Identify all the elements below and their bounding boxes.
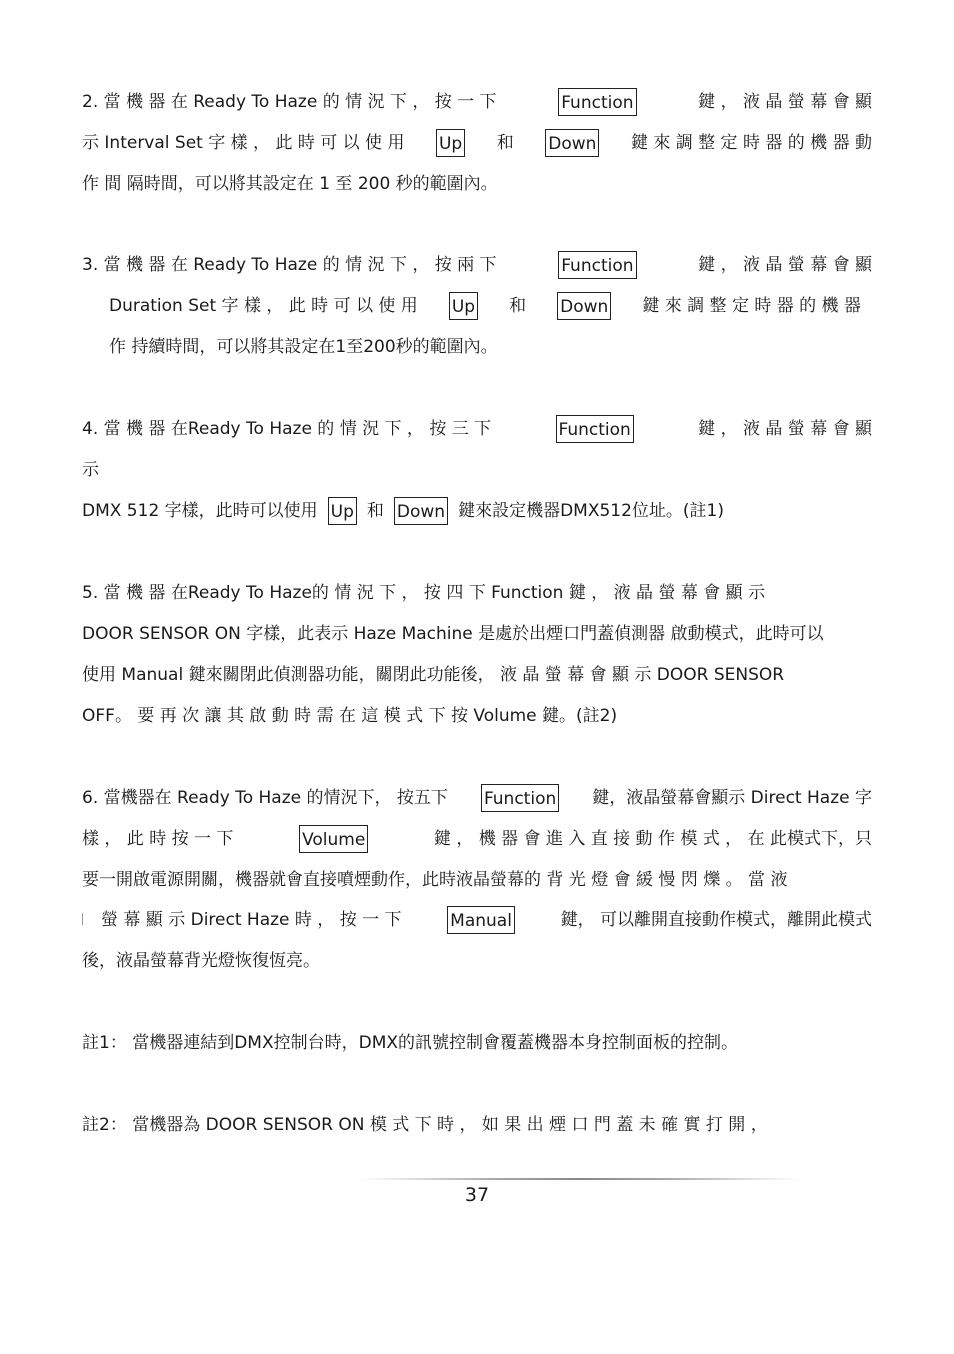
down-key-label: Down xyxy=(545,129,599,157)
item5-line1: 5. 當 機 器 在Ready To Haze的 情 況 下 ， 按 四 下 Function 鍵 ， 液 晶 螢 幕 會 顯 示 xyxy=(82,583,766,603)
item5-line4: OFF。 要 再 次 讓 其 啟 動 時 需 在 這 模 式 下 按 Volume 鍵。(註2) xyxy=(82,706,618,726)
down-key-label: Down xyxy=(557,292,611,320)
volume-key-label: Volume xyxy=(299,825,368,853)
footer-divider xyxy=(360,1178,800,1180)
up-key-label: Up xyxy=(328,497,357,525)
item4-line1: 4. 當 機 器 在Ready To Haze 的 情 況 下 ， 按 三 下 Function 鍵 ， 液 晶 螢 幕 會 顯 xyxy=(82,414,872,444)
function-key-label: Function xyxy=(558,88,636,116)
function-key-label: Function xyxy=(481,784,559,812)
manual-key-label: Manual xyxy=(447,906,515,934)
item3-line3: 作 持續時間，可以將其設定在1至200秒的範圍內。 xyxy=(109,337,498,357)
note-2: 註2： 當機器為 DOOR SENSOR ON 模 式 下 時 ， 如 果 出 煙 口 門 蓋 未 確 實 打 開 ， xyxy=(82,1115,768,1135)
up-key-label: Up xyxy=(436,129,465,157)
item5-line2: DOOR SENSOR ON 字樣，此表示 Haze Machine 是處於出煙口門蓋偵測器 啟動模式，此時可以 xyxy=(82,624,824,644)
page-number: 37 xyxy=(464,1184,490,1206)
item2-line1: 2. 當 機 器 在 Ready To Haze 的 情 況 下 ， 按 一 下 Function 鍵 ， 液 晶 螢 幕 會 顯 xyxy=(82,87,872,117)
item2-line2: 示 Interval Set 字 樣 ， 此 時 可 以 使 用 Up 和 Down 鍵 來 調 整 定 時 器 的 機 器 動 xyxy=(82,128,872,158)
note-1: 註1： 當機器連結到DMX控制台時，DMX的訊號控制會覆蓋機器本身控制面板的控制。 xyxy=(82,1033,739,1053)
item6-line5: 後，液晶螢幕背光燈恢復恆亮。 xyxy=(82,951,320,971)
item6-line3: 要一開啟電源開關，機器就會直接噴煙動作，此時液晶螢幕的 背 光 燈 會 緩 慢 閃 爍 。 當 液 xyxy=(82,870,788,890)
stray-mark xyxy=(82,913,83,925)
item6-line1: 6. 當機器在 Ready To Haze 的情況下， 按五下 Function 鍵，液晶螢幕會顯示 Direct Haze 字 xyxy=(82,783,872,813)
item6-line2: 樣 ， 此 時 按 一 下 Volume 鍵 ， 機 器 會 進 入 直 接 動 作 模 式 ， 在 此模式下，只 xyxy=(82,824,872,854)
item4-line2: 示 xyxy=(82,460,99,480)
item3-line1: 3. 當 機 器 在 Ready To Haze 的 情 況 下 ， 按 兩 下 Function 鍵 ， 液 晶 螢 幕 會 顯 xyxy=(82,250,872,280)
up-key-label: Up xyxy=(449,292,478,320)
down-key-label: Down xyxy=(394,497,448,525)
item6-line4: 螢 幕 顯 示 Direct Haze 時 ， 按 一 下 Manual 鍵， 可以離開直接動作模式，離開此模式 xyxy=(82,905,872,935)
function-key-label: Function xyxy=(556,415,634,443)
item5-line3: 使用 Manual 鍵來關閉此偵測器功能，關閉此功能後， 液 晶 螢 幕 會 顯 示 DOOR SENSOR xyxy=(82,665,785,685)
item2-line3: 作 間 隔時間，可以將其設定在 1 至 200 秒的範圍內。 xyxy=(82,174,498,194)
item4-line3: DMX 512 字樣，此時可以使用 Up 和 Down 鍵來設定機器DMX512位址。(註1) xyxy=(82,496,872,526)
item3-line2: Duration Set 字 樣 ， 此 時 可 以 使 用 Up 和 Down 鍵 來 調 整 定 時 器 的 機 器 xyxy=(109,291,861,321)
function-key-label: Function xyxy=(558,251,636,279)
